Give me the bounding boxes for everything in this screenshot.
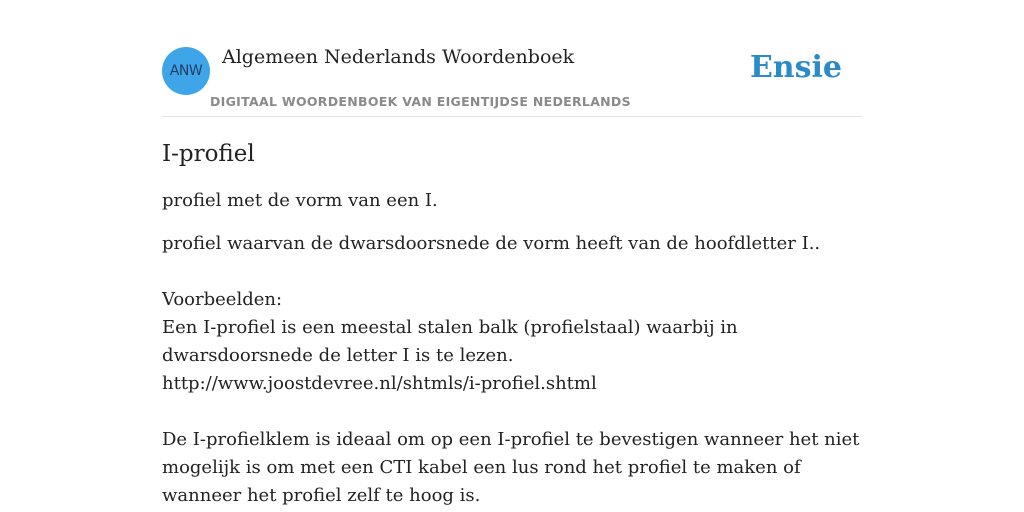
page-content xyxy=(162,0,862,510)
ensie-logo[interactable]: Ensie xyxy=(749,50,842,85)
entry-definition: profiel met de vorm van een I. xyxy=(162,190,438,211)
example-source[interactable]: http://www.joostdevree.nl/shtmls/i-profiel.shtml xyxy=(162,373,597,394)
site-title[interactable]: Algemeen Nederlands Woordenboek xyxy=(222,46,575,68)
example-spacer xyxy=(162,398,862,426)
examples-label: Voorbeelden: xyxy=(162,289,283,310)
entry-term: I-profiel xyxy=(162,141,255,167)
entry-explanation: profiel waarvan de dwarsdoorsnede de vorm heeft van de hoofdletter I.. xyxy=(162,233,821,254)
anw-logo[interactable]: ANW xyxy=(162,47,210,95)
site-subtitle: DIGITAAL WOORDENBOEK VAN EIGENTIJDSE NEDERLANDS xyxy=(210,94,631,109)
site-header xyxy=(162,0,862,117)
example-text: De I-profielklem is ideaal om op een I-profiel te bevestigen wanneer het niet mogelijk is om met een CTI kabel een lus rond het profiel te maken of wanneer het profiel zelf te hoog is. xyxy=(162,429,860,506)
examples-block xyxy=(162,286,862,510)
example-text: Een I-profiel is een meestal stalen balk (profielstaal) waarbij in dwarsdoorsnede de letter I is te lezen. xyxy=(162,317,738,366)
